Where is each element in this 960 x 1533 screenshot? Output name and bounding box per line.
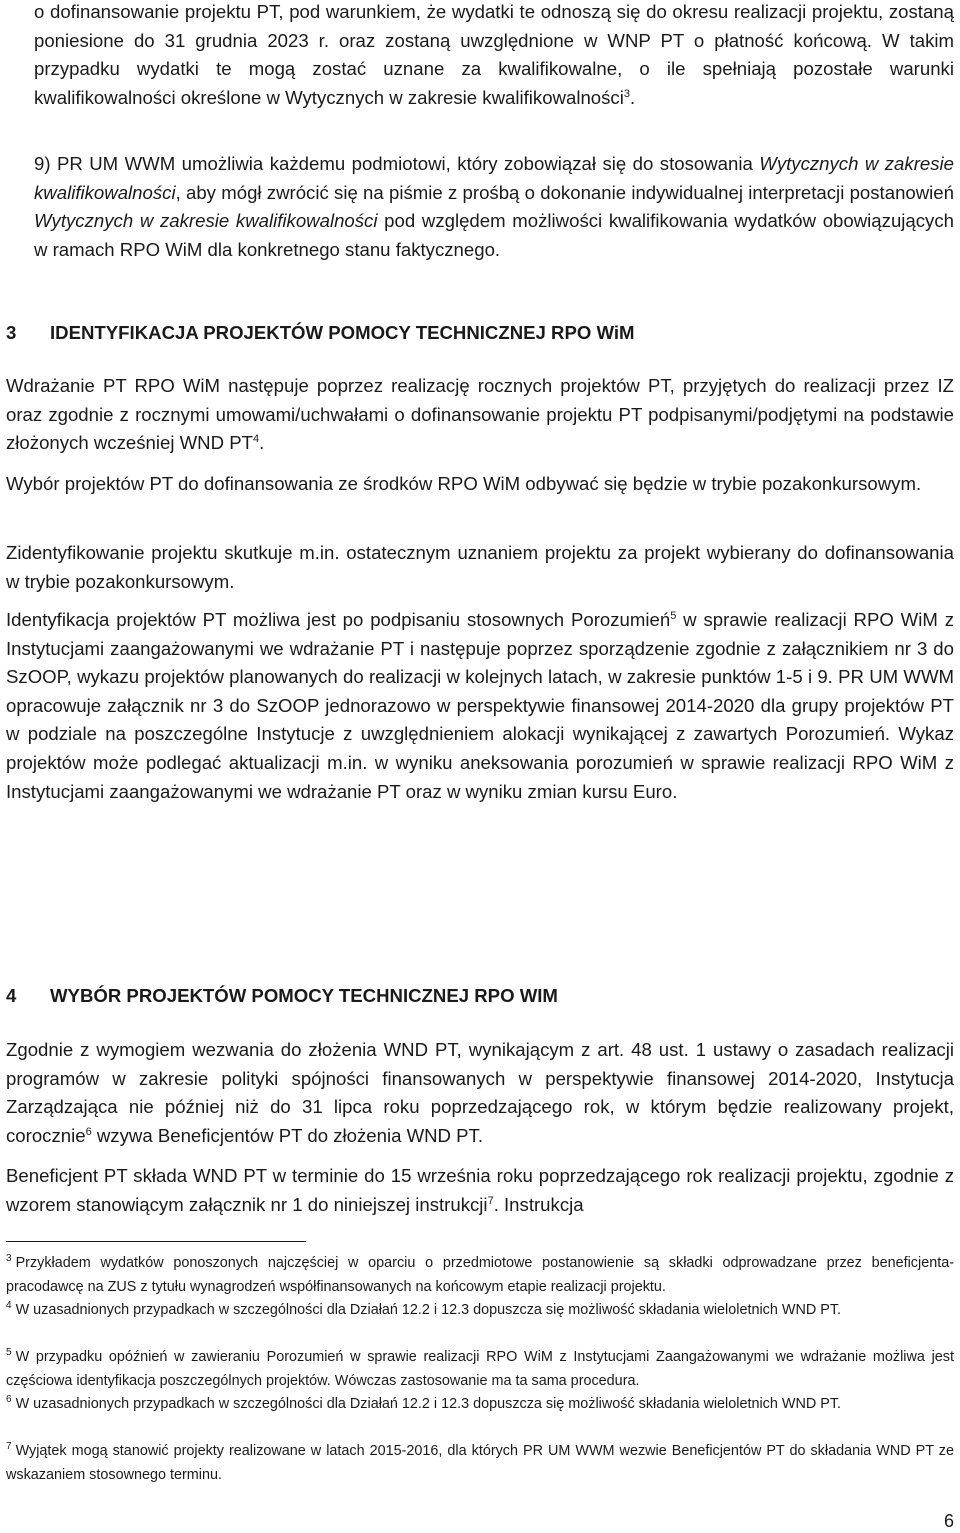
section-3-paragraph-1: Wdrażanie PT RPO WiM następuje poprzez realizację rocznych projektów PT, przyjętych do realizacji przez IZ oraz zgodnie z rocznymi umowami/uchwałami o dofinansowanie projektu PT podpisanymi/podjętymi na podstawie złożonych wcześniej WND $PT^4$. <box>6 375 954 454</box>
section-title: WYBÓR PROJEKTÓW POMOCY TECHNICZNEJ RPO WIM <box>50 985 558 1006</box>
section-number: 4 <box>6 985 17 1006</box>
footnote-separator <box>6 1241 306 1242</box>
section-title: IDENTYFIKACJA PROJEKTÓW POMOCY TECHNICZNEJ RPO WiM <box>50 322 635 343</box>
footnote-ref-6[interactable]: 6 <box>85 1125 92 1138</box>
paragraph-text: o dofinansowanie projektu PT, pod warunkiem, że wydatki te odnoszą się do okresu realizacji projektu, zostaną poniesione do 31 grudnia 2023 r. oraz zostaną uwzględnione w WNP PT o płatność końcową. W takim przypadku wydatki te mogą zostać uznane za kwalifikowalne, o ile spełniają pozostałe warunki kwalifikowalności określone w Wytycznych w zakresie kwalifikowalności <box>34 1 954 108</box>
section-heading-3 <box>6 319 635 347</box>
section-4-paragraph-2: Beneficjent PT składa WND PT w terminie do 15 września roku poprzedzającego rok realizacji projektu, zgodnie z wzorem stanowiącym załącznik nr 1 do niniejszej instrukcji$^7$. Instrukcja <box>6 1165 954 1215</box>
paragraph-continuation: o dofinansowanie projektu PT, pod warunkiem, że wydatki te odnoszą się do okresu realizacji projektu, zostaną poniesione do 31 grudnia 2023 r. oraz zostaną uwzględnione w WNP PT o płatność końcową. W takim przypadku wydatki te mogą zostać uznane za kwalifikowalne, o ile spełniają pozostałe warunki kwalifikowalności określone w Wytycznych w zakresie kwalifikowalności$^3$. <box>34 1 954 108</box>
paragraph-point-9: 9) PR UM WWM umożliwia każdemu podmiotowi, który zobowiązał się do stosowania Wytycznych w zakresie kwalifikowalności, aby mógł zwrócić się na piśmie z prośbą o dokonanie indywidualnej interpretacji postanowień Wytycznych w zakresie kwalifikowalności pod względem możliwości kwalifikowania wydatków obowiązujących w ramach RPO WiM dla konkretnego stanu faktycznego. <box>34 153 954 260</box>
section-4-paragraph-1: Zgodnie z wymogiem wezwania do złożenia WND PT, wynikającym z art. 48 ust. 1 ustawy o zasadach realizacji programów w zakresie polityki spójności finansowanych w perspektywie finansowej 2014-2020, Instytucja Zarządzająca nie później niż do 31 lipca roku poprzedzającego rok, w którym będzie realizowany projekt, corocznie$^6$ wzywa Beneficjentów PT do złożenia WND PT. <box>6 1039 954 1146</box>
footnote-number: 6 <box>6 1394 12 1406</box>
section-heading-4 <box>6 982 558 1010</box>
footnote-3: $^3$ Przykładem wydatków ponoszonych najczęściej w oparciu o przedmiotowe postanowienie są składki odprowadzane przez beneficjenta-pracodawcę na ZUS z tytułu wynagrodzeń współfinansowanych na końcowym etapie realizacji projektu. <box>6 1253 954 1295</box>
footnote-number: 7 <box>6 1441 12 1453</box>
footnote-7: $^7$ Wyjątek mogą stanowić projekty realizowane w latach 2015-2016, dla których PR UM WWM wezwie Beneficjentów PT do składania WND PT ze wskazaniem stosownego terminu. <box>6 1441 954 1483</box>
footnote-ref-3[interactable]: 3 <box>623 87 630 100</box>
section-3-paragraph-2: Wybór projektów PT do dofinansowania ze środków RPO WiM odbywać się będzie w trybie pozakonkursowym. <box>6 473 922 494</box>
section-3-paragraph-3: Zidentyfikowanie projektu skutkuje m.in. ostatecznym uznaniem projektu za projekt wybierany do dofinansowania w trybie pozakonkursowym. <box>6 542 954 592</box>
italic-guidelines-ref: Wytycznych w zakresie kwalifikowalności <box>34 210 378 232</box>
section-3-paragraph-4: Identyfikacja projektów PT możliwa jest po podpisaniu stosownych Porozumień$^5$ w sprawie realizacji RPO WiM z Instytucjami zaangażowanymi we wdrażanie PT i następuje poprzez sporządzenie zgodnie z załącznikiem nr 3 do SzOOP, wykazu projektów planowanych do realizacji w kolejnych latach, w zakresie punktów 1-5 i 9. PR UM WWM opracowuje załącznik nr 3 do SzOOP jednorazowo w perspektywie finansowej 2014-2020 dla grupy projektów PT w podziale na poszczególne Instytucje z uwzględnieniem alokacji wynikającej z zawartych Porozumień. Wykaz projektów może podlegać aktualizacji m.in. w wyniku aneksowania porozumień w sprawie realizacji RPO WiM z Instytucjami zaangażowanymi we wdrażanie PT oraz w wyniku zmian kursu Euro. <box>6 609 954 802</box>
footnote-number: 5 <box>6 1347 12 1359</box>
footnote-number: 3 <box>6 1253 12 1265</box>
footnote-4: $^4$ W uzasadnionych przypadkach w szczególności dla Działań 12.2 i 12.3 dopuszcza się możliwość składania wieloletnich WND PT. <box>6 1300 842 1318</box>
footnote-ref-4[interactable]: 4 <box>252 433 260 445</box>
footnote-number: 4 <box>6 1300 12 1312</box>
page-number: 6 <box>943 1511 954 1531</box>
italic-guidelines-ref: Wytycznych w zakresie kwalifikowalności <box>34 153 954 203</box>
footnote-6: $^6$ W uzasadnionych przypadkach w szczególności dla Działań 12.2 i 12.3 dopuszcza się możliwość składania wieloletnich WND PT. <box>6 1394 842 1412</box>
footnote-5: $^5$ W przypadku opóźnień w zawieraniu Porozumień w sprawie realizacji RPO WiM z Instytucjami Zaangażowanymi we wdrażanie możliwa jest częściowa identyfikacja poszczególnych projektów. Wówczas zastosowanie ma ta sama procedura. <box>6 1347 954 1389</box>
footnote-ref-7[interactable]: 7 <box>487 1194 494 1207</box>
footnote-ref-5[interactable]: 5 <box>670 609 677 622</box>
section-number: 3 <box>6 322 17 343</box>
